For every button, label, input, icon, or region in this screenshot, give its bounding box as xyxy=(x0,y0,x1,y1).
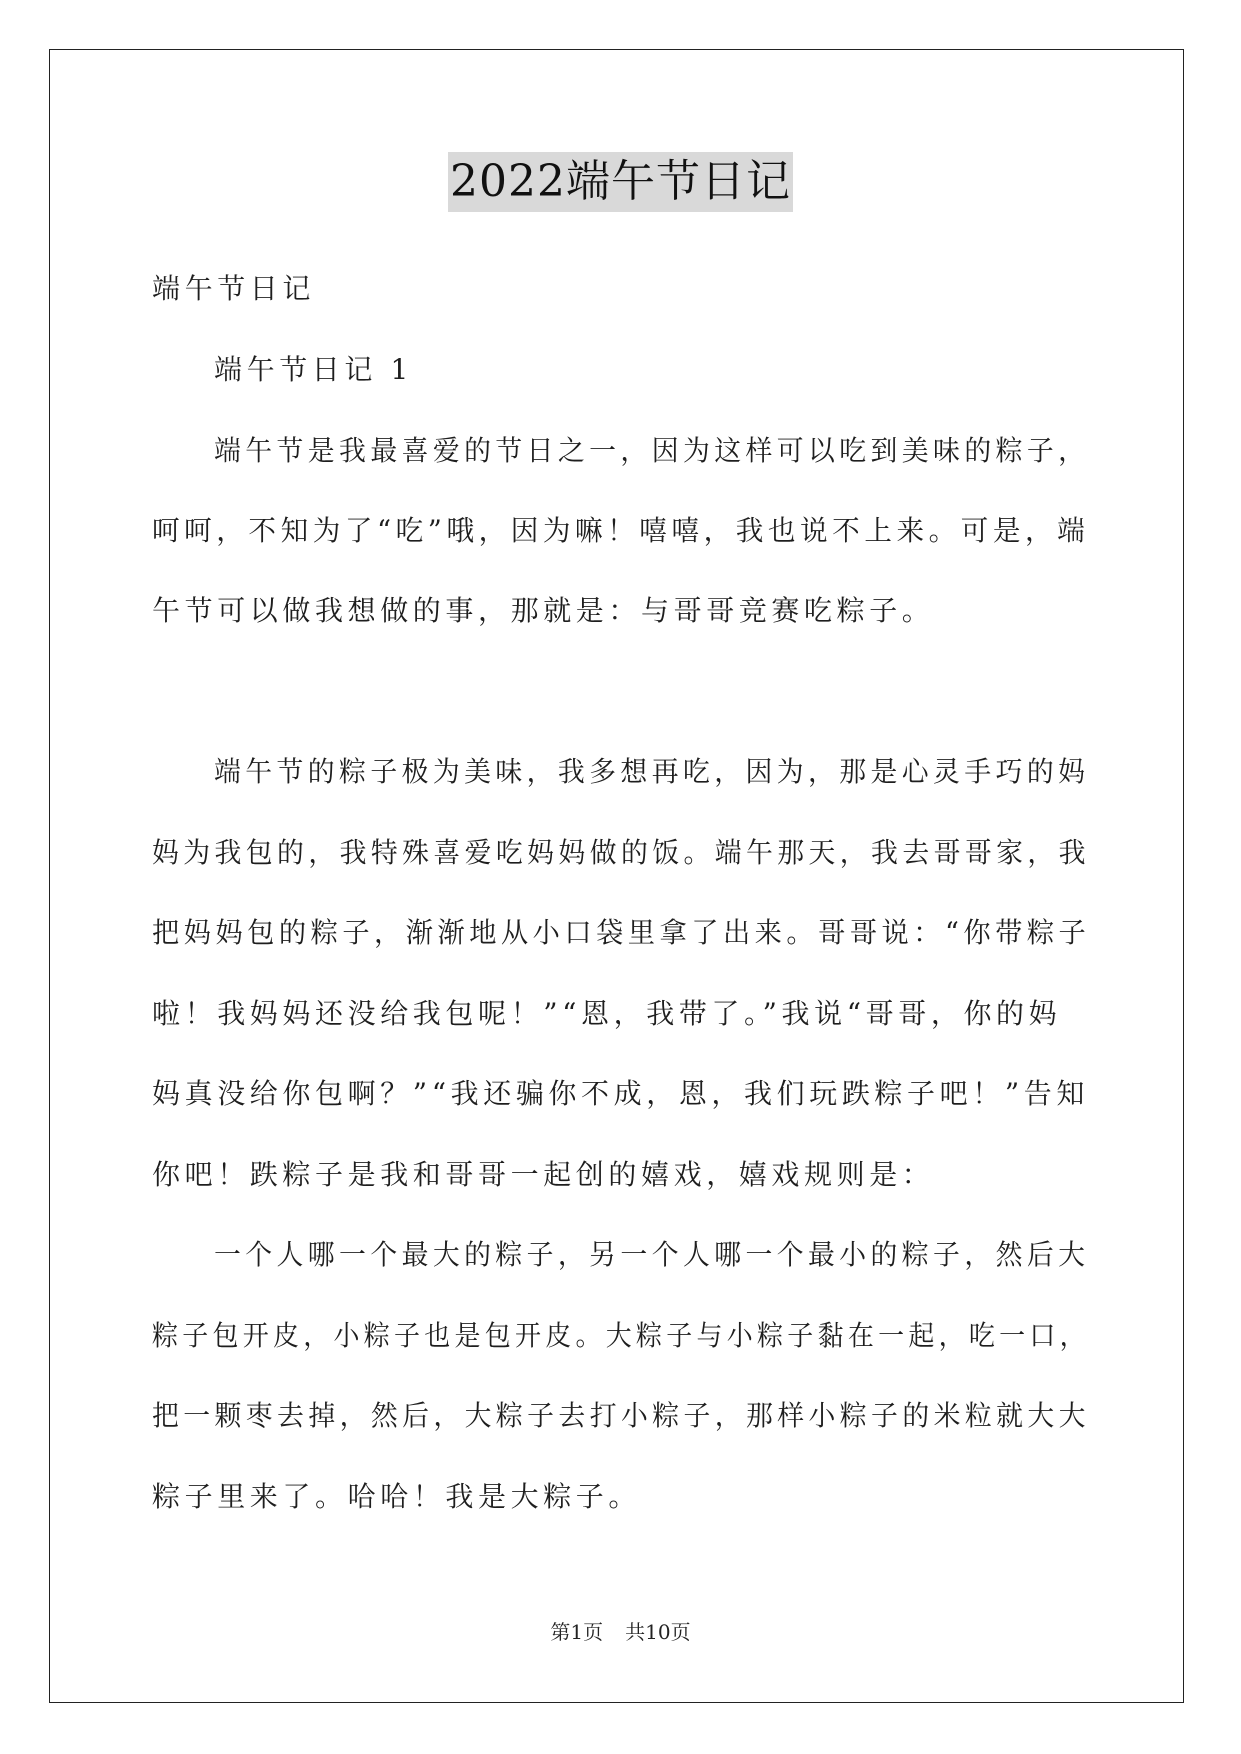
page-footer xyxy=(0,1618,1241,1646)
paragraph-line: 啦！我妈妈还没给我包呢！”“恩，我带了。”我说“哥哥，你的妈 xyxy=(152,997,1062,1030)
paragraph-line: 粽子包开皮，小粽子也是包开皮。大粽子与小粽子黏在一起，吃一口， xyxy=(152,1319,1090,1352)
paragraph-line: 妈真没给你包啊？”“我还骗你不成，恩，我们玩跌粽子吧！”告知 xyxy=(152,1077,1089,1110)
section-heading: 端午节日记 1 xyxy=(214,353,413,386)
paragraph-line: 粽子里来了。哈哈！我是大粽子。 xyxy=(152,1480,642,1513)
title-container xyxy=(0,152,1241,212)
page-total: 共10页 xyxy=(625,1620,691,1644)
paragraph-line: 你吧！跌粽子是我和哥哥一起创的嬉戏，嬉戏规则是： xyxy=(152,1158,935,1191)
document-title: 2022端午节日记 xyxy=(448,152,793,212)
paragraph-line: 把妈妈包的粽子，渐渐地从小口袋里拿了出来。哥哥说：“你带粽子 xyxy=(152,916,1091,949)
paragraph-line: 妈为我包的，我特殊喜爱吃妈妈做的饭。端午那天，我去哥哥家，我 xyxy=(152,836,1090,869)
paragraph-line: 端午节是我最喜爱的节日之一，因为这样可以吃到美味的粽子， xyxy=(214,434,1090,467)
paragraph-line: 把一颗枣去掉，然后，大粽子去打小粽子，那样小粽子的米粒就大大 xyxy=(152,1399,1090,1432)
paragraph-line: 午节可以做我想做的事，那就是：与哥哥竞赛吃粽子。 xyxy=(152,594,935,627)
paragraph-line: 一个人哪一个最大的粽子，另一个人哪一个最小的粽子，然后大 xyxy=(214,1238,1090,1271)
paragraph-line: 呵呵，不知为了“吃”哦，因为嘛！嘻嘻，我也说不上来。可是，端 xyxy=(152,514,1090,547)
document-subtitle: 端午节日记 xyxy=(152,272,316,305)
paragraph-line: 端午节的粽子极为美味，我多想再吃，因为，那是心灵手巧的妈 xyxy=(214,755,1090,788)
page-number: 第1页 xyxy=(550,1620,604,1644)
